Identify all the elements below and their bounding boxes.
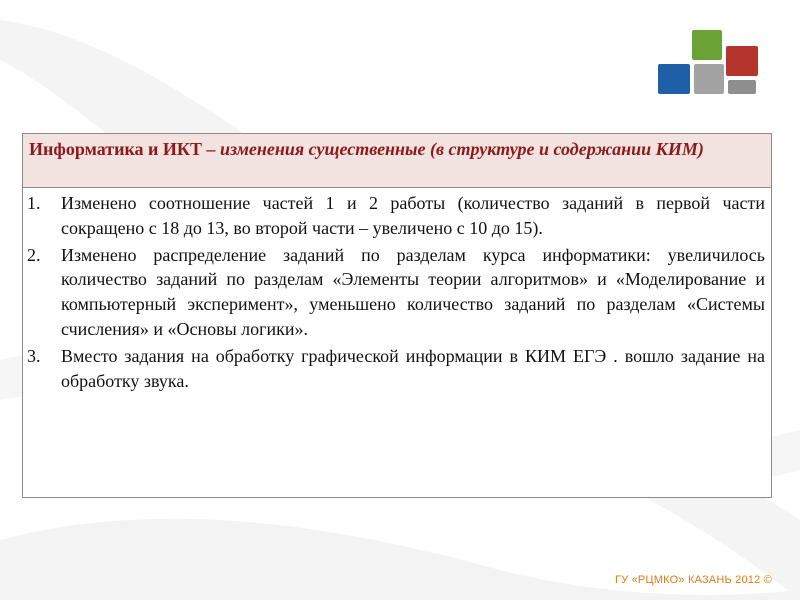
list-item <box>23 243 771 342</box>
title-cell <box>23 134 771 188</box>
list-item-number: 3. <box>27 345 41 366</box>
title-subject: Информатика и ИКТ <box>29 139 202 159</box>
logo-blue-square <box>658 64 690 94</box>
title-description: – изменения существенные (в структуре и содержании КИМ) <box>201 139 704 159</box>
logo-red-square <box>726 46 758 76</box>
footer-copyright: ГУ «РЦМКО» КАЗАНЬ 2012 © <box>614 574 772 586</box>
list-item <box>23 344 771 394</box>
logo-gray-small-square <box>728 80 756 94</box>
list-item-text: Вместо задания на обработку графической информации в КИМ ЕГЭ . вошло задание на обработку звука. <box>61 345 765 391</box>
logo-green-square <box>692 30 722 60</box>
list-item <box>23 191 771 241</box>
changes-list <box>23 191 771 395</box>
logo <box>658 28 760 94</box>
list-item-number: 1. <box>27 193 41 213</box>
logo-gray-square <box>694 64 724 94</box>
content-table <box>22 133 772 498</box>
list-item-text: Изменено распределение заданий по разделам курса информатики: увеличилось количество заданий по разделам «Элементы теории алгоритмов» и «Моделирование и компьютерный эксперимент», уменьшено количество заданий по разделам «Системы счисления» и «Основы логики». <box>61 244 765 339</box>
list-item-number: 2. <box>27 244 41 265</box>
slide-title <box>29 137 767 161</box>
list-item-text: Изменено соотношение частей 1 и 2 работы (количество заданий в первой части сокращено с 18 до 13, во второй части – увеличено с 10 до 15). <box>61 193 765 238</box>
